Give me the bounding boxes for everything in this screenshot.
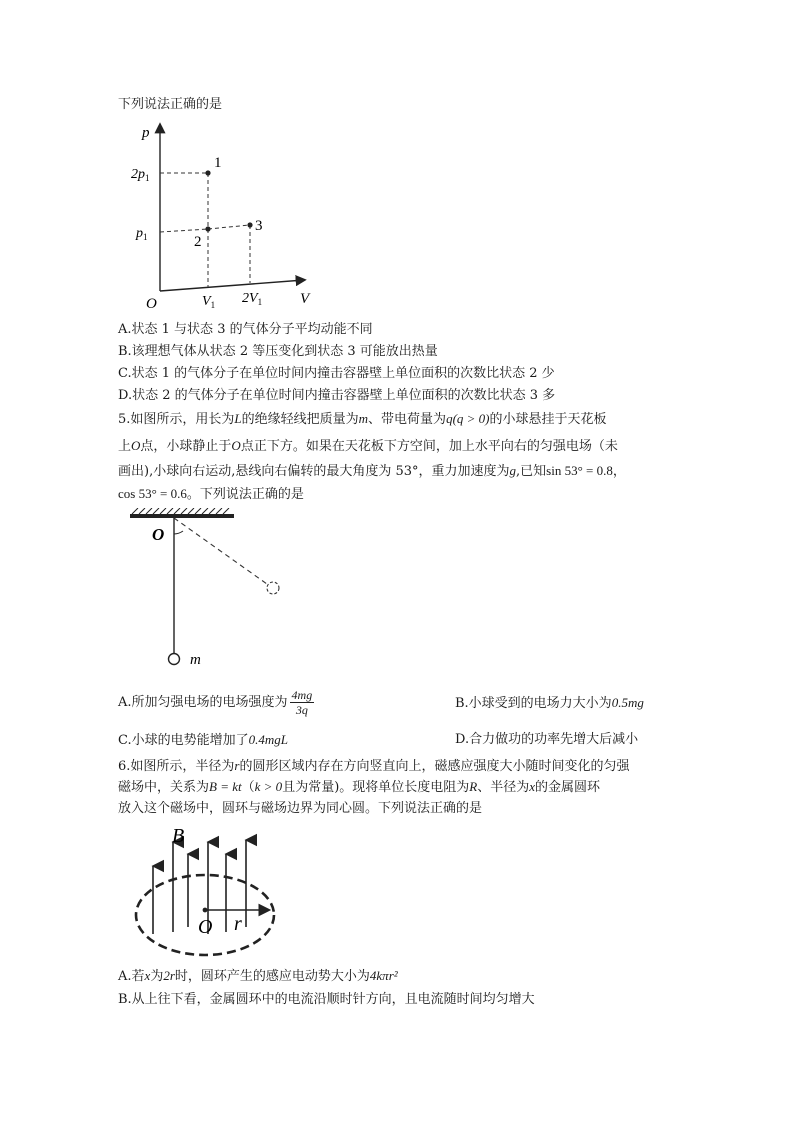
b-field-label: B bbox=[172, 825, 185, 847]
q6-option-a: A.若x为2r时，圆环产生的感应电动势大小为4kπr² bbox=[118, 968, 398, 984]
angle-arc bbox=[174, 531, 183, 534]
q4-option-d: D.状态 2 的气体分子在单位时间内撞击容器壁上单位面积的次数比状态 3 多 bbox=[118, 388, 556, 403]
ceiling bbox=[130, 514, 234, 518]
q6-stem-line2: 磁场中，关系为B = kt（k > 0且为常量)。现将单位长度电阻为R、半径为x的金属圆环 bbox=[118, 779, 601, 795]
q5-option-b: B.小球受到的电场力大小为0.5mg bbox=[455, 695, 644, 711]
q4-option-b: B.该理想气体从状态 2 等压变化到状态 3 可能放出热量 bbox=[118, 344, 438, 359]
tick-2v1: $2V_1$ bbox=[242, 291, 263, 307]
q5-stem-line2: 上O点，小球静止于O点正下方。如果在天花板下方空间，加上水平向右的匀强电场（未 bbox=[118, 438, 618, 454]
q5-stem-line3: 画出),小球向右运动,悬线向右偏转的最大角度为 53°，重力加速度为g,已知sin 53° = 0.8， bbox=[118, 463, 626, 479]
q5-option-a: A.所加匀强电场的电场强度为 $\frac{4mg}{3q}$ bbox=[118, 688, 313, 717]
deflected-string bbox=[174, 518, 267, 584]
pendulum-figure bbox=[126, 508, 346, 673]
q4-option-c: C.状态 1 的气体分子在单位时间内撞击容器壁上单位面积的次数比状态 2 少 bbox=[118, 366, 555, 381]
q6-option-b: B.从上往下看，金属圆环中的电流沿顺时针方向，且电流随时间均匀增大 bbox=[118, 992, 535, 1007]
radius-label: r bbox=[234, 913, 242, 935]
state-point-3 bbox=[247, 222, 252, 227]
state-label-3: 3 bbox=[255, 218, 263, 234]
origin-label: O bbox=[146, 296, 157, 312]
state-label-1: 1 bbox=[214, 155, 222, 171]
x-axis-label: V bbox=[300, 291, 310, 307]
pivot-label: O bbox=[152, 525, 165, 544]
state-label-2: 2 bbox=[194, 234, 202, 250]
ball bbox=[169, 654, 180, 665]
magnetic-field-figure bbox=[128, 822, 288, 962]
y-axis-label: p bbox=[142, 125, 150, 141]
center-point bbox=[203, 908, 208, 913]
x-axis bbox=[160, 280, 304, 291]
tick-v1: $V_1$ bbox=[202, 294, 216, 310]
q5-stem-line4: cos 53° = 0.6。下列说法正确的是 bbox=[118, 486, 304, 502]
field-boundary bbox=[136, 875, 274, 955]
pv-graph bbox=[118, 115, 338, 315]
center-label: O bbox=[198, 916, 213, 938]
q6-stem-line1: 6.如图所示，半径为r的圆形区域内存在方向竖直向上，磁感应强度大小随时间变化的匀强 bbox=[118, 758, 630, 774]
state-point-1 bbox=[205, 170, 210, 175]
q4-option-a: A.状态 1 与状态 3 的气体分子平均动能不同 bbox=[118, 322, 373, 337]
tick-2p1: $2p_1$ bbox=[131, 167, 150, 183]
deflected-ball bbox=[267, 582, 279, 594]
q5-stem-line1: 5.如图所示，用长为L的绝缘轻线把质量为m、带电荷量为q(q > 0)的小球悬挂于天花板 bbox=[118, 411, 607, 427]
state-point-2 bbox=[205, 226, 210, 231]
q5-option-d: D.合力做功的功率先增大后减小 bbox=[455, 732, 639, 747]
question-intro: 下列说法正确的是 bbox=[118, 97, 223, 112]
tick-p1: $p_1$ bbox=[136, 226, 148, 242]
mass-label: m bbox=[190, 652, 201, 668]
q5-option-c: C.小球的电势能增加了0.4mgL bbox=[118, 732, 288, 748]
q6-stem-line3: 放入这个磁场中，圆环与磁场边界为同心圆。下列说法正确的是 bbox=[118, 801, 483, 816]
